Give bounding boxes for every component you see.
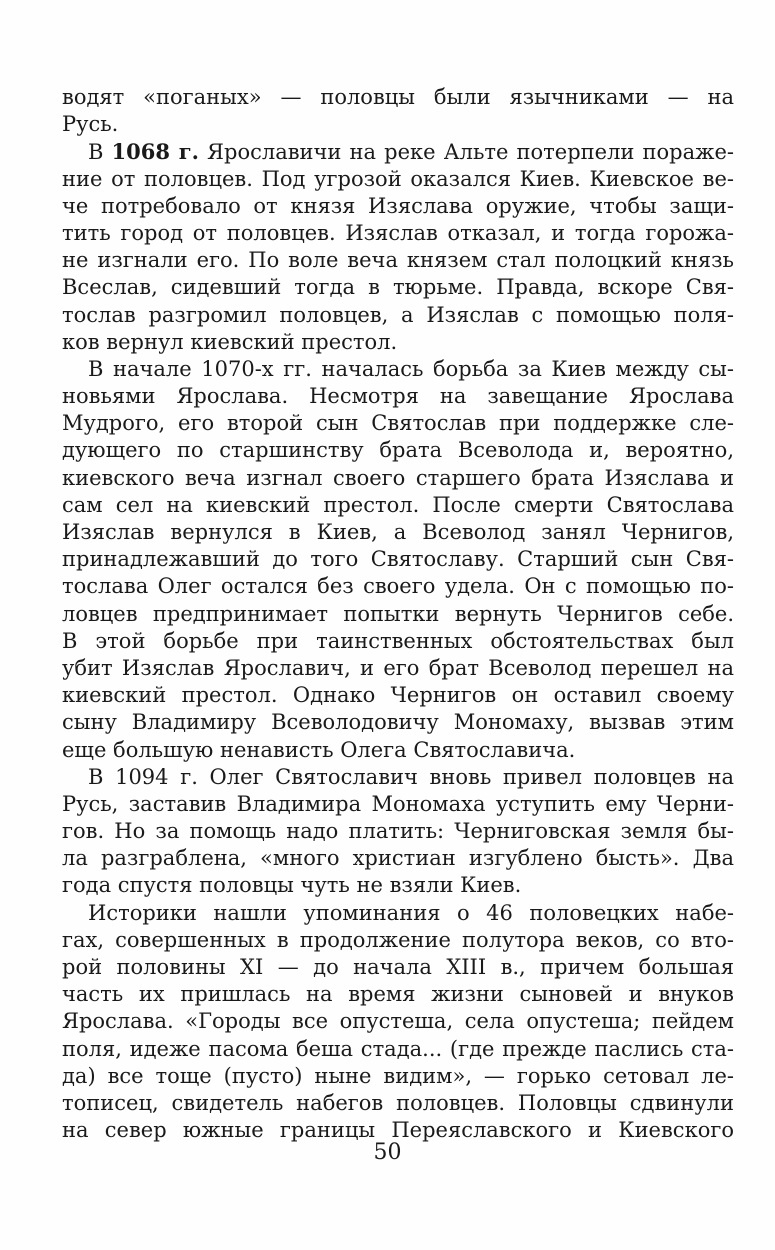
text-line: убит Изяслав Ярославич, и его брат Всеволод перешел на xyxy=(62,655,734,680)
text-line: сам сел на киевский престол. После смерти Святослава xyxy=(62,492,734,517)
paragraph-3 xyxy=(62,356,734,764)
text-fragment: В xyxy=(88,140,112,165)
text-line: че потребовало от князя Изяслава оружие, чтобы защи- xyxy=(62,193,734,218)
text-line: В этой борьбе при таинственных обстоятельствах был xyxy=(62,628,734,653)
text-line: сыну Владимиру Всеволодовичу Мономаху, вызвав этим xyxy=(62,710,734,735)
text-line: ние от половцев. Под угрозой оказался Киев. Киевское ве- xyxy=(62,166,734,191)
text-line: гов. Но за помощь надо платить: Черниговская земля бы- xyxy=(62,819,734,844)
text-line: Всеслав, сидевший тогда в тюрьме. Правда, вскоре Свя- xyxy=(62,275,734,300)
text-line: Изяслав вернулся в Киев, а Всеволод занял Чернигов, xyxy=(62,520,734,544)
paragraph-2 xyxy=(62,138,734,356)
text-line: на север южные границы Переяславского и Киевского xyxy=(62,1118,734,1143)
page-text xyxy=(62,84,734,1144)
text-line: гах, совершенных в продолжение полутора веков, со вто- xyxy=(62,927,734,952)
page-number: 50 xyxy=(373,1140,402,1165)
text-line: еще большую ненависть Олега Святославича. xyxy=(62,737,576,762)
text-line: Историки нашли упоминания о 46 половецких набе- xyxy=(88,900,734,925)
text-line: часть их пришлась на время жизни сыновей и внуков xyxy=(62,982,734,1007)
text-line: Мудрого, его второй сын Святослав при поддержке сле- xyxy=(62,411,734,436)
text-line: водят «поганых» — половцы были язычниками — на xyxy=(62,85,734,109)
text-line: Ярослава. «Городы все опустеша, села опустеша; пейдем xyxy=(62,1009,734,1034)
paragraph-5 xyxy=(62,900,734,1145)
paragraph-1 xyxy=(62,84,734,138)
text-line: тописец, свидетель набегов половцев. Половцы сдвинули xyxy=(62,1090,734,1115)
text-line: ловцев предпринимает попытки вернуть Чернигов себе. xyxy=(62,601,734,626)
text-line: киевского веча изгнал своего старшего брата Изяслава и xyxy=(62,465,734,490)
text-line: тослав разгромил половцев, а Изяслав с помощью поля- xyxy=(62,302,734,327)
text-line: Русь. xyxy=(62,112,119,137)
bold-date: 1068 г. xyxy=(111,139,199,165)
text-line: В 1094 г. Олег Святославич вновь привел половцев на xyxy=(88,764,734,789)
text-line: ков вернул киевский престол. xyxy=(62,329,398,354)
text-line: не изгнали его. По воле веча князем стал полоцкий князь xyxy=(62,248,734,273)
text-line: тослава Олег остался без своего удела. Он с помощью по- xyxy=(62,574,734,599)
text-line: дующего по старшинству брата Всеволода и, вероятно, xyxy=(62,438,734,463)
text-line: ла разграблена, «много христиан изгублено бысть». Два xyxy=(62,846,734,871)
text-line: принадлежавший до того Святославу. Старший сын Свя- xyxy=(62,547,734,572)
text-line xyxy=(62,138,734,165)
text-fragment: Ярославичи на реке Альте потерпели пораже- xyxy=(198,140,734,165)
text-line: года спустя половцы чуть не взяли Киев. xyxy=(62,873,522,898)
text-line: Русь, заставив Владимира Мономаха уступить ему Черни- xyxy=(62,791,734,816)
text-line: тить город от половцев. Изяслав отказал, и тогда горожа- xyxy=(62,220,734,245)
paragraph-4 xyxy=(62,764,734,900)
text-line: новьями Ярослава. Несмотря на завещание Ярослава xyxy=(62,384,734,409)
text-line: поля, идеже пасома беша стада... (где прежде паслись ста- xyxy=(62,1036,734,1061)
text-line: да) все тоще (пусто) ныне видим», — горько сетовал ле- xyxy=(62,1063,734,1088)
text-line: рой половины XI — до начала XIII в., причем большая xyxy=(62,955,734,979)
text-line: В начале 1070-х гг. началась борьба за Киев между сы- xyxy=(88,356,734,381)
text-line: киевский престол. Однако Чернигов он оставил своему xyxy=(62,683,734,708)
